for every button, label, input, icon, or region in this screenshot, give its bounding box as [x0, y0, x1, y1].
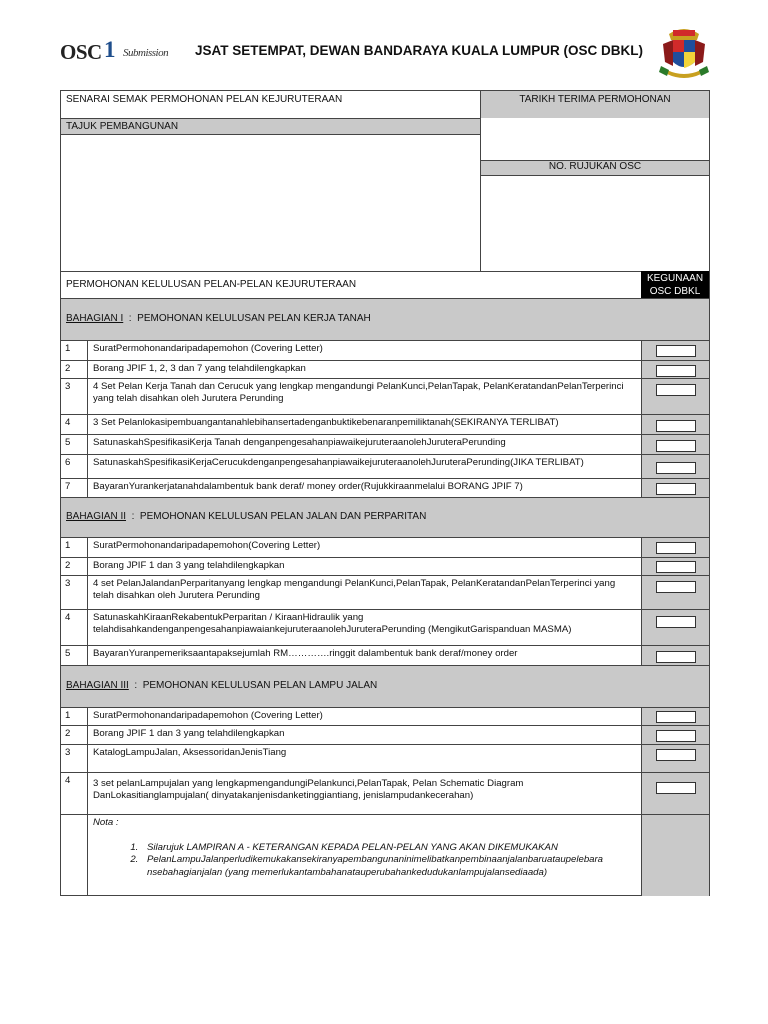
item-number: 1 [65, 540, 71, 551]
section-3-item-3 [61, 744, 709, 772]
notes-heading: Nota : [93, 817, 119, 828]
osc-logo-submission: Submission [123, 47, 169, 59]
osc-logo [60, 37, 169, 65]
item-number: 3 [65, 578, 71, 589]
received-date-label: TARIKH TERIMA PERMOHONAN [519, 94, 671, 105]
notes-row [61, 814, 709, 896]
checkbox[interactable] [656, 542, 696, 554]
section-1-title: PEMOHONAN KELULUSAN PELAN KERJA TANAH [137, 313, 371, 324]
osc-ref-label: NO. RUJUKAN OSC [548, 161, 642, 172]
checkbox[interactable] [656, 782, 696, 794]
checkbox[interactable] [656, 581, 696, 593]
item-text: Borang JPIF 1 dan 3 yang telahdilengkapkan [93, 560, 285, 571]
checkbox[interactable] [656, 711, 696, 723]
item-text: 4 set PelanJalandanPerparitanyang lengkap mengandungi PelanKunci,PelanTapak, PelanKeratandanPelanTerperinci yang telah disahkan oleh Jurutera Perunding [93, 578, 616, 601]
checkbox[interactable] [656, 345, 696, 357]
development-title-label: TAJUK PEMBANGUNAN [66, 121, 179, 132]
item-number: 6 [65, 457, 71, 468]
dbkl-crest-icon [659, 26, 709, 82]
checkbox[interactable] [656, 561, 696, 573]
item-text: KatalogLampuJalan, AksessoridanJenisTiang [93, 747, 287, 758]
checklist-form [60, 90, 710, 896]
checkbox[interactable] [656, 483, 696, 495]
item-number: 1 [65, 343, 71, 354]
checkbox[interactable] [656, 384, 696, 396]
section-1-item-7 [61, 478, 709, 497]
osc-use-label-2: OSC DBKL [649, 286, 701, 297]
item-number: 2 [65, 560, 71, 571]
osc-logo-one: 1 [104, 37, 115, 62]
osc-logo-text: OSC [60, 40, 102, 64]
osc-use-header [641, 271, 709, 298]
item-text: 3 Set Pelanlokasipembuangantanahlebihansertadenganbuktikebenaranpemiliktanah(SEKIRANYA TERLIBAT) [93, 417, 559, 428]
section-1-item-5 [61, 434, 709, 454]
item-number: 2 [65, 728, 71, 739]
section-1-prefix: BAHAGIAN I [66, 313, 124, 324]
item-number: 4 [65, 612, 71, 623]
item-text: 4 Set Pelan Kerja Tanah dan Cerucuk yang lengkap mengandungi PelanKunci,PelanTapak, PelanKeratandanPelanTerperinci yang telah disahkan oleh Jurutera Perunding [93, 381, 624, 404]
section-3-item-2 [61, 725, 709, 744]
section-1-item-1 [61, 340, 709, 360]
section-3-title: PEMOHONAN KELULUSAN PELAN LAMPU JALAN [142, 680, 378, 691]
section-2-item-1 [61, 537, 709, 557]
section-3-prefix: BAHAGIAN III [66, 680, 129, 691]
item-number: 5 [65, 648, 71, 659]
checkbox[interactable] [656, 440, 696, 452]
section-2-prefix: BAHAGIAN II [66, 511, 127, 522]
development-title-field[interactable] [61, 135, 480, 271]
item-number: 4 [65, 417, 71, 428]
page-header [0, 0, 768, 90]
header-title: JSAT SETEMPAT, DEWAN BANDARAYA KUALA LUMPUR (OSC DBKL) [195, 43, 644, 58]
checklist-title: SENARAI SEMAK PERMOHONAN PELAN KEJURUTERAAN [66, 94, 343, 105]
item-text: BayaranYuranpemeriksaantapaksejumlah RM………….ringgit dalambentuk bank deraf/money order [93, 648, 518, 659]
note-item-1: 1. Silarujuk LAMPIRAN A - KETERANGAN KEPADA PELAN-PELAN YANG AKAN DIKEMUKAKAN [141, 842, 641, 855]
checkbox[interactable] [656, 365, 696, 377]
received-date-header [481, 91, 709, 118]
item-text: SuratPermohonandaripadapemohon(Covering Letter) [93, 540, 321, 551]
osc-ref-field[interactable] [481, 176, 709, 271]
section-2-item-5 [61, 645, 709, 665]
item-number: 1 [65, 710, 71, 721]
section-1-item-6 [61, 454, 709, 478]
item-text: SuratPermohonandaripadapemohon (Covering Letter) [93, 343, 323, 354]
section-3-item-4 [61, 772, 709, 814]
checkbox[interactable] [656, 616, 696, 628]
section-3-header: BAHAGIAN III : PEMOHONAN KELULUSAN PELAN LAMPU JALAN [61, 665, 709, 707]
item-text: 3 set pelanLampujalan yang lengkapmengandungiPelankunci,PelanTapak, Pelan Schematic Diagram DanLokasitianglampujalan( dinyatakanjenisdanketinggiantiang, jenislampudankecerahan) [93, 778, 524, 801]
item-number: 4 [65, 775, 71, 786]
item-number: 3 [65, 747, 71, 758]
received-date-field[interactable] [481, 119, 709, 161]
section-2-item-3 [61, 575, 709, 609]
osc-ref-header [481, 161, 709, 175]
item-text: Borang JPIF 1 dan 3 yang telahdilengkapkan [93, 728, 285, 739]
application-label: PERMOHONAN KELULUSAN PELAN-PELAN KEJURUTERAAN [66, 279, 357, 290]
section-1-header: BAHAGIAN I : PEMOHONAN KELULUSAN PELAN KERJA TANAH [61, 298, 709, 340]
section-1-item-3 [61, 378, 709, 414]
section-1-item-2 [61, 360, 709, 378]
item-text: Borang JPIF 1, 2, 3 dan 7 yang telahdilengkapkan [93, 363, 306, 374]
item-number: 2 [65, 363, 71, 374]
section-2-item-4 [61, 609, 709, 645]
section-2-header: BAHAGIAN II : PEMOHONAN KELULUSAN PELAN JALAN DAN PERPARITAN [61, 497, 709, 537]
section-1-item-4 [61, 414, 709, 434]
section-3-item-1 [61, 707, 709, 725]
item-text: SatunaskahSpesifikasiKerja Tanah denganpengesahanpiawaikejuruteraanolehJuruteraPerunding [93, 437, 506, 448]
item-number: 7 [65, 481, 71, 492]
item-text: SatunaskahKiraanRekabentukPerparitan / KiraanHidraulik yang telahdisahkandenganpengesahanpiawaiankejuruteraanolehJuruteraPerunding (MengikutGarispanduan MASMA) [93, 612, 572, 635]
note-item-2: 2. PelanLampuJalanperludikemukakansekiranyapembangunaninimelibatkanpembinaanjalanbaruataupelebara nsebahagianjalan (yang memerlukantambahanatauperubahankedudukanlampujalansediaada) [141, 854, 641, 879]
item-number: 3 [65, 381, 71, 392]
item-text: BayaranYurankerjatanahdalambentuk bank deraf/ money order(Rujukkiraanmelalui BORANG JPIF 7) [93, 481, 523, 492]
item-text: SuratPermohonandaripadapemohon (Covering Letter) [93, 710, 323, 721]
item-number: 5 [65, 437, 71, 448]
checkbox[interactable] [656, 462, 696, 474]
checkbox[interactable] [656, 730, 696, 742]
notes [93, 817, 641, 879]
checkbox[interactable] [656, 749, 696, 761]
checkbox[interactable] [656, 651, 696, 663]
section-2-item-2 [61, 557, 709, 575]
section-2-title: PEMOHONAN KELULUSAN PELAN JALAN DAN PERPARITAN [139, 511, 427, 522]
development-title-header [61, 119, 480, 134]
osc-use-label-1: KEGUNAAN [646, 273, 704, 284]
checkbox[interactable] [656, 420, 696, 432]
item-text: SatunaskahSpesifikasiKerjaCerucukdenganpengesahanpiawaikejuruteraanolehJuruteraPerunding(JIKA TERLIBAT) [93, 457, 584, 468]
